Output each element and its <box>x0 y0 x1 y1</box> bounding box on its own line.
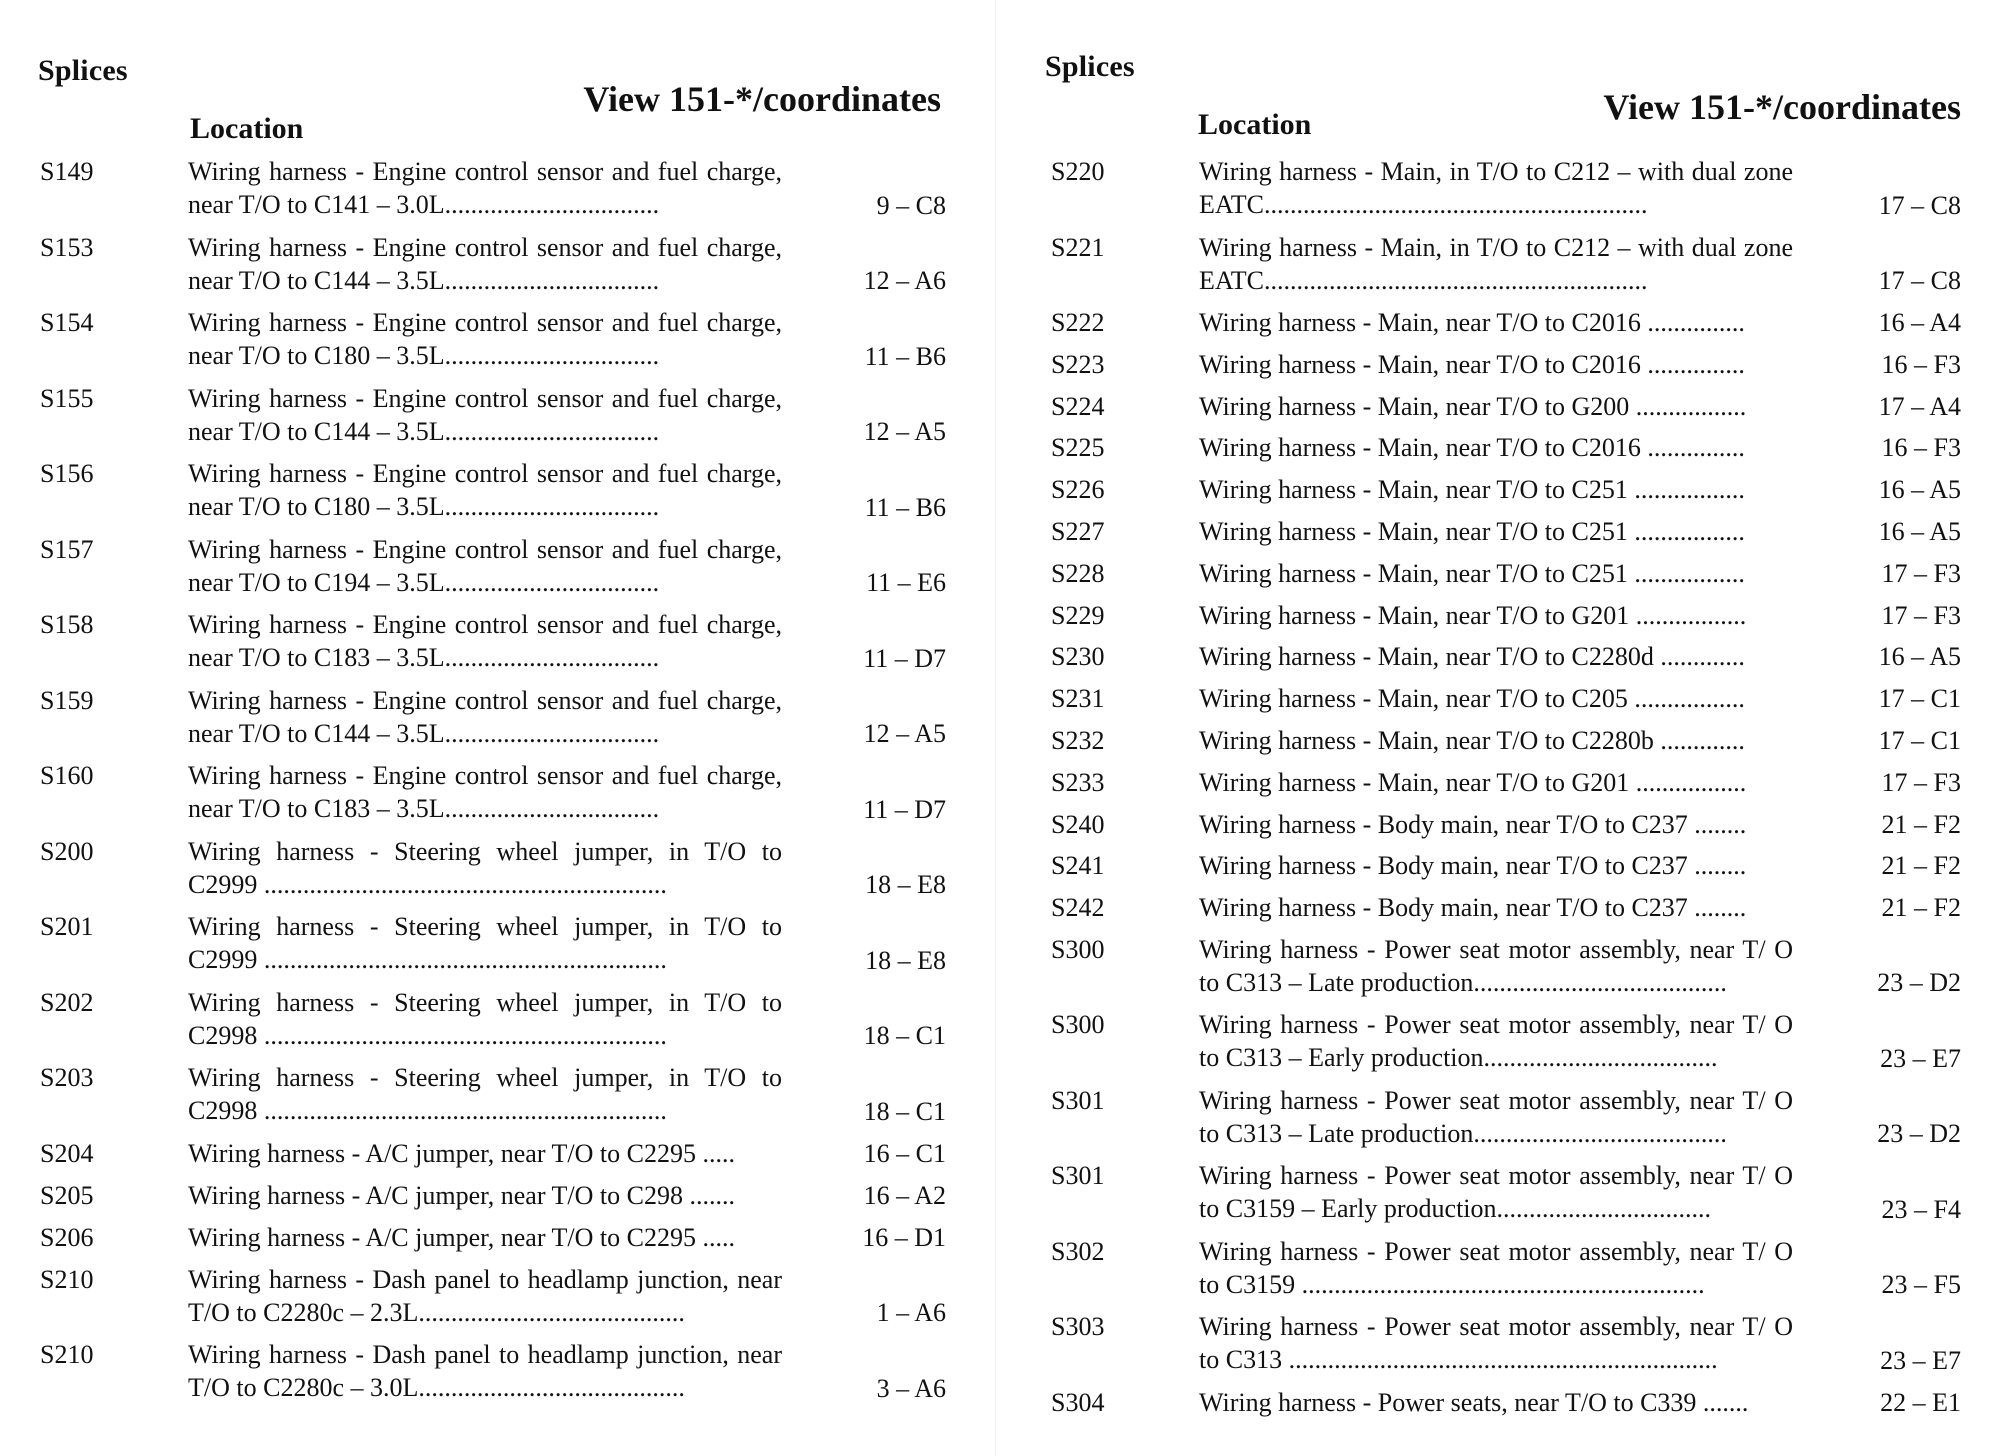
splice-entry <box>1051 155 1961 231</box>
splice-coordinate: 23 – D2 <box>1877 1119 1961 1149</box>
splice-coordinate: 1 – A6 <box>876 1298 946 1327</box>
splice-location: Wiring harness - Body main, near T/O to C237 ........ <box>1199 851 1747 881</box>
splice-location: Wiring harness - Engine control sensor and fuel charge, near T/O to C180 – 3.5L................................. <box>188 308 782 370</box>
splice-location: Wiring harness - Power seat motor assembly, near T/ O to C313 – Late production....................................... <box>1199 934 1793 997</box>
splice-code: S229 <box>1051 600 1105 630</box>
splice-location: Wiring harness - Main, near T/O to C251 ................. <box>1199 475 1745 505</box>
splice-location: Wiring harness - Engine control sensor and fuel charge, near T/O to C144 – 3.5L................................. <box>188 383 782 446</box>
splice-code: S241 <box>1051 851 1105 881</box>
splice-coordinate: 17 – F3 <box>1881 767 1961 797</box>
splice-coordinate: 17 – C1 <box>1878 684 1961 714</box>
splice-coordinate: 18 – C1 <box>863 1021 946 1050</box>
splice-coordinate: 12 – A5 <box>863 719 946 748</box>
splice-location: Wiring harness - Engine control sensor and fuel charge, near T/O to C141 – 3.0L................................. <box>188 157 782 219</box>
splice-coordinate: 12 – A6 <box>863 266 946 295</box>
splice-location: Wiring harness - Main, near T/O to C2016 ............... <box>1199 433 1745 463</box>
splice-entry <box>1051 682 1961 724</box>
splice-code: S200 <box>40 836 94 866</box>
splice-location: Wiring harness - Main, near T/O to C2016 ............... <box>1199 308 1745 337</box>
location-heading: Location <box>190 112 304 145</box>
splice-entry <box>40 1061 946 1137</box>
splice-code: S155 <box>40 383 94 413</box>
splice-entry <box>40 608 946 684</box>
splice-coordinate: 17 – F3 <box>1881 558 1961 588</box>
splice-code: S202 <box>40 987 94 1017</box>
view-coordinates-heading: View 151-*/coordinates <box>583 79 941 119</box>
splice-entry <box>1051 891 1961 933</box>
splice-location: Wiring harness - Engine control sensor and fuel charge, near T/O to C180 – 3.5L................................. <box>188 459 782 521</box>
splice-code: S242 <box>1051 893 1105 923</box>
splice-coordinate: 11 – D7 <box>863 643 946 673</box>
splice-coordinate: 16 – C1 <box>863 1138 946 1168</box>
splice-code: S301 <box>1051 1085 1105 1115</box>
splice-entry <box>1051 808 1961 850</box>
splice-entry <box>1051 640 1961 682</box>
splice-location: Wiring harness - Steering wheel jumper, in T/O to C2999 .............................................................. <box>188 836 782 899</box>
splice-code: S210 <box>40 1340 94 1369</box>
splice-entry <box>1051 849 1961 891</box>
splice-location: Wiring harness - Engine control sensor and fuel charge, near T/O to C183 – 3.5L................................. <box>188 610 782 672</box>
splice-code: S303 <box>1051 1312 1105 1342</box>
splice-entry <box>40 382 946 458</box>
splice-entry <box>40 986 946 1062</box>
splice-location: Wiring harness - Body main, near T/O to C237 ........ <box>1199 893 1747 923</box>
splice-coordinate: 17 – F3 <box>1881 600 1961 630</box>
splice-code: S304 <box>1051 1387 1105 1417</box>
splice-location: Wiring harness - Main, in T/O to C212 – with dual zone EATC........................................................... <box>1199 157 1793 219</box>
splice-entry <box>40 1338 946 1414</box>
splice-code: S230 <box>1051 642 1105 672</box>
splice-entry <box>1051 599 1961 641</box>
splice-coordinate: 16 – F3 <box>1881 349 1961 379</box>
splice-code: S300 <box>1051 934 1105 964</box>
splice-coordinate: 11 – B6 <box>864 492 946 522</box>
splice-entry <box>40 835 946 911</box>
splice-location: Wiring harness - Power seat motor assembly, near T/ O to C3159 .............................................................. <box>1199 1236 1793 1299</box>
splice-code: S156 <box>40 459 94 488</box>
splice-list <box>1051 155 1961 1428</box>
splice-entry <box>40 1221 946 1263</box>
splice-entry <box>1051 1084 1961 1160</box>
splice-coordinate: 23 – F4 <box>1881 1194 1961 1224</box>
splice-location: Wiring harness - Engine control sensor and fuel charge, near T/O to C194 – 3.5L................................. <box>188 534 782 597</box>
splice-location: Wiring harness - Main, near T/O to C251 ................. <box>1199 516 1745 546</box>
splice-code: S240 <box>1051 809 1105 839</box>
splice-entry <box>40 306 946 382</box>
splice-location: Wiring harness - Power seat motor assembly, near T/ O to C313 – Late production....................................... <box>1199 1085 1793 1148</box>
splice-entry <box>1051 431 1961 473</box>
splice-entry <box>1051 515 1961 557</box>
splice-code: S223 <box>1051 349 1105 379</box>
splice-code: S149 <box>40 157 94 186</box>
splice-location: Wiring harness - A/C jumper, near T/O to C2295 ..... <box>188 1222 735 1252</box>
splice-location: Wiring harness - Engine control sensor and fuel charge, near T/O to C144 – 3.5L................................. <box>188 685 782 748</box>
splice-coordinate: 16 – A4 <box>1878 308 1961 337</box>
splice-code: S206 <box>40 1222 94 1252</box>
splice-location: Wiring harness - Body main, near T/O to C237 ........ <box>1199 809 1747 839</box>
splice-entry <box>40 910 946 986</box>
splice-code: S204 <box>40 1138 94 1168</box>
splice-location: Wiring harness - Engine control sensor and fuel charge, near T/O to C144 – 3.5L................................. <box>188 232 782 295</box>
splice-entry <box>40 1179 946 1221</box>
splice-entry <box>40 684 946 760</box>
splice-location: Wiring harness - Main, near T/O to C2280d ............. <box>1199 642 1745 672</box>
view-coordinates-heading: View 151-*/coordinates <box>1603 87 1961 127</box>
splice-coordinate: 21 – F2 <box>1881 809 1961 839</box>
splice-code: S232 <box>1051 725 1105 755</box>
splices-title: Splices <box>1045 50 1135 83</box>
splice-entry <box>40 759 946 835</box>
splice-location: Wiring harness - Main, near T/O to C251 ................. <box>1199 558 1745 588</box>
splice-code: S227 <box>1051 516 1105 546</box>
splice-coordinate: 11 – B6 <box>864 341 946 371</box>
splice-coordinate: 23 – F5 <box>1881 1270 1961 1300</box>
splice-location: Wiring harness - Power seats, near T/O to C339 ....... <box>1199 1387 1749 1417</box>
splice-location: Wiring harness - Main, near T/O to C205 ................. <box>1199 684 1745 714</box>
splice-coordinate: 23 – D2 <box>1877 968 1961 998</box>
splice-coordinate: 18 – E8 <box>865 945 946 975</box>
splice-entry <box>40 1263 946 1339</box>
splice-code: S157 <box>40 534 94 564</box>
splice-entry <box>40 1137 946 1179</box>
right-page <box>996 0 1992 1456</box>
splice-entry <box>1051 390 1961 432</box>
splice-coordinate: 16 – A5 <box>1878 475 1961 505</box>
splice-location: Wiring harness - Dash panel to headlamp junction, near T/O to C2280c – 3.0L......................................... <box>188 1340 782 1402</box>
splice-location: Wiring harness - Main, near T/O to C2280b ............. <box>1199 725 1745 755</box>
splice-entry <box>1051 348 1961 390</box>
splice-code: S300 <box>1051 1010 1105 1040</box>
splice-location: Wiring harness - Main, near T/O to G201 ................. <box>1199 767 1747 797</box>
splice-location: Wiring harness - A/C jumper, near T/O to C2295 ..... <box>188 1138 735 1168</box>
location-heading: Location <box>1198 108 1312 141</box>
splice-coordinate: 22 – E1 <box>1880 1387 1961 1417</box>
splice-location: Wiring harness - A/C jumper, near T/O to C298 ....... <box>188 1180 735 1210</box>
splice-code: S160 <box>40 761 94 790</box>
splice-location: Wiring harness - Dash panel to headlamp junction, near T/O to C2280c – 2.3L......................................... <box>188 1264 782 1327</box>
splice-coordinate: 17 – C8 <box>1878 190 1961 220</box>
splice-code: S302 <box>1051 1236 1105 1266</box>
splice-entry <box>40 155 946 231</box>
splice-entry <box>40 231 946 307</box>
splice-code: S159 <box>40 685 94 715</box>
splice-coordinate: 17 – A4 <box>1878 391 1961 421</box>
splice-code: S154 <box>40 308 94 337</box>
splice-entry <box>1051 1235 1961 1311</box>
splice-list <box>40 155 946 1414</box>
splice-location: Wiring harness - Main, near T/O to G201 ................. <box>1199 600 1747 630</box>
splice-coordinate: 18 – E8 <box>865 870 946 899</box>
splice-location: Wiring harness - Engine control sensor and fuel charge, near T/O to C183 – 3.5L................................. <box>188 761 782 823</box>
splice-code: S301 <box>1051 1161 1105 1191</box>
splice-entry <box>1051 231 1961 307</box>
splice-code: S231 <box>1051 684 1105 714</box>
splice-code: S220 <box>1051 157 1105 186</box>
splice-code: S226 <box>1051 475 1105 505</box>
splice-coordinate: 12 – A5 <box>863 417 946 446</box>
splice-code: S203 <box>40 1063 94 1092</box>
splice-entry <box>1051 1159 1961 1235</box>
splice-entry <box>1051 1310 1961 1386</box>
splice-entry <box>1051 766 1961 808</box>
splice-location: Wiring harness - Steering wheel jumper, in T/O to C2998 .............................................................. <box>188 1063 782 1125</box>
splice-coordinate: 21 – F2 <box>1881 851 1961 881</box>
splice-coordinate: 18 – C1 <box>863 1096 946 1126</box>
splice-entry <box>1051 1386 1961 1428</box>
splice-coordinate: 3 – A6 <box>876 1373 946 1403</box>
splice-coordinate: 23 – E7 <box>1880 1043 1961 1073</box>
splice-location: Wiring harness - Steering wheel jumper, in T/O to C2998 .............................................................. <box>188 987 782 1050</box>
splice-location: Wiring harness - Power seat motor assembly, near T/ O to C313 .................................................................. <box>1199 1312 1793 1375</box>
splice-location: Wiring harness - Power seat motor assembly, near T/ O to C3159 – Early production................................. <box>1199 1161 1793 1224</box>
splice-entry <box>1051 306 1961 348</box>
splice-entry <box>1051 1008 1961 1084</box>
splice-location: Wiring harness - Steering wheel jumper, in T/O to C2999 .............................................................. <box>188 912 782 974</box>
splice-location: Wiring harness - Main, near T/O to G200 ................. <box>1199 391 1747 421</box>
splice-location: Wiring harness - Power seat motor assembly, near T/ O to C313 – Early production.................................... <box>1199 1010 1793 1073</box>
splice-coordinate: 16 – A5 <box>1878 516 1961 546</box>
splice-entry <box>1051 933 1961 1009</box>
splice-code: S228 <box>1051 558 1105 588</box>
splice-coordinate: 11 – D7 <box>863 794 946 824</box>
splice-coordinate: 21 – F2 <box>1881 893 1961 923</box>
splice-code: S210 <box>40 1264 94 1294</box>
splice-code: S224 <box>1051 391 1105 421</box>
splice-entry <box>1051 557 1961 599</box>
splice-entry <box>40 533 946 609</box>
splice-location: Wiring harness - Main, in T/O to C212 – with dual zone EATC........................................................... <box>1199 232 1793 295</box>
splice-location: Wiring harness - Main, near T/O to C2016 ............... <box>1199 349 1745 379</box>
splice-coordinate: 16 – D1 <box>862 1222 946 1252</box>
splices-title: Splices <box>38 54 128 87</box>
splice-coordinate: 17 – C1 <box>1878 725 1961 755</box>
splice-coordinate: 16 – A5 <box>1878 642 1961 672</box>
splice-code: S158 <box>40 610 94 639</box>
splice-code: S222 <box>1051 308 1105 337</box>
splice-coordinate: 9 – C8 <box>876 190 946 220</box>
splice-coordinate: 23 – E7 <box>1880 1345 1961 1375</box>
splice-coordinate: 11 – E6 <box>866 568 946 597</box>
splice-code: S201 <box>40 912 94 941</box>
splice-entry <box>1051 724 1961 766</box>
splice-code: S233 <box>1051 767 1105 797</box>
splice-code: S225 <box>1051 433 1105 463</box>
splice-coordinate: 16 – F3 <box>1881 433 1961 463</box>
splice-code: S153 <box>40 232 94 262</box>
splice-entry <box>1051 473 1961 515</box>
splice-entry <box>40 457 946 533</box>
splice-coordinate: 17 – C8 <box>1878 266 1961 295</box>
splice-coordinate: 16 – A2 <box>863 1180 946 1210</box>
splice-code: S205 <box>40 1180 94 1210</box>
splice-code: S221 <box>1051 232 1105 262</box>
